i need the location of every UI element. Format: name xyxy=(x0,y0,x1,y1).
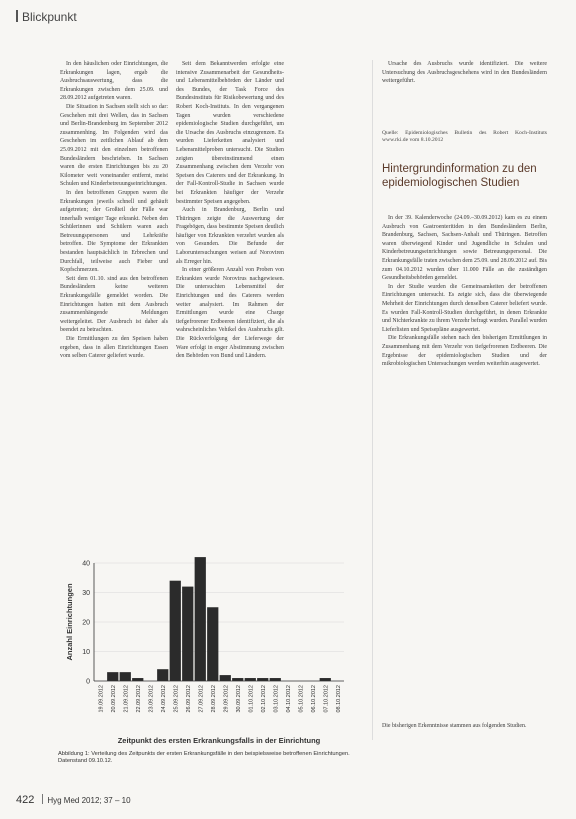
paragraph: Auch in Brandenburg, Berlin und Thüringen zeigte die Auswertung der Fragebögen, dass bestimmte Speisen deutlich häufiger von Erkrankten verzehrt wurden als von Gesunden. Die Befunde der Laboruntersuchungen weisen auf Noroviren als Erreger hin. xyxy=(176,207,284,265)
figure-caption: Abbildung 1: Verteilung des Zeitpunkts der ersten Erkrankungsfälle in den beispielsweise betroffenen Einrichtungen. Datenstand 09.10.12. xyxy=(58,751,350,765)
bar xyxy=(107,672,118,681)
x-tick-label: 02.10.2012 xyxy=(260,685,267,713)
x-tick-label: 22.09.2012 xyxy=(135,685,142,713)
bar xyxy=(195,557,206,681)
bar-chart xyxy=(56,557,356,749)
sidebar-body xyxy=(382,214,547,714)
bar xyxy=(132,678,143,681)
sidebar-paragraph: Die Erkrankungsfälle stehen nach den bisherigen Ermittlungen in Zusammenhang mit dem Verzehr von tiefgefrorenen Erdbeeren. Die Ergebnisse der epidemiologischen Studien und der mikrobiologischen Untersuchungen werden weiterhin ausgewertet. xyxy=(382,335,547,368)
y-axis-label: Anzahl Einrichtungen xyxy=(65,583,74,661)
x-axis-label: Zeitpunkt des ersten Erkrankungsfalls in der Einrichtung xyxy=(117,736,321,745)
paragraph: Seit dem Bekanntwerden erfolgte eine intensive Zusammenarbeit der Gesundheits- und Lebensmittelbehörden der Länder und des Bundes, der Task Force des Bundesinstituts für Risikobewertung und des Robert Koch-Instituts. In den vergangenen Tagen wurden verschiedene epidemiologische Studien durchgeführt, um die Ursache des Ausbruchs einzugrenzen. Es wurden Lieferketten analysiert und Lebensmittelproben untersucht. Die Studien zeigten übereinstimmend einen Zusammenhang zwischen dem Verzehr von Speisen des Caterers und der Erkrankung. In der Fall-Kontroll-Studie in Sachsen wurde bei Erkrankten häufiger der Verzehr bestimmter Speisen angegeben. xyxy=(176,61,284,205)
x-tick-label: 30.09.2012 xyxy=(235,685,242,713)
text-column-3 xyxy=(382,60,547,145)
sidebar-title: Hintergrundinformation zu den epidemiologischen Studien xyxy=(382,163,537,189)
paragraph: In einer größeren Anzahl von Proben von Erkrankten wurde Norovirus nachgewiesen. Die untersuchten Lebensmittel der Einrichtungen und des Caterers werden weiter analysiert. Im Rahmen der Ermittlungen wurde eine Charge tiefgefrorener Erdbeeren identifiziert, die als wahrscheinliches Vehikel des Ausbruchs gilt. Die Rückverfolgung der Lieferwege der Ware erfolgt in enger Abstimmung zwischen den Behörden von Bund und Ländern. xyxy=(176,267,284,360)
paragraph: In den betroffenen Gruppen waren die Erkrankungen jeweils schnell und gehäuft aufgetreten; der Großteil der Fälle war innerhalb weniger Tage erkrankt. Neben den Schülerinnen und Schülern waren auch Betreuungspersonen und Lehrkräfte betroffen. Die Symptome der Erkrankten bestanden hauptsächlich in Erbrechen und Durchfall, teilweise auch Fieber und Kopfschmerzen. xyxy=(60,189,168,274)
text-column-2 xyxy=(176,60,284,516)
y-tick-label: 0 xyxy=(86,678,90,686)
footer-separator xyxy=(42,794,43,804)
y-tick-label: 30 xyxy=(82,590,90,597)
chart-bars xyxy=(107,557,331,681)
bar xyxy=(182,587,193,681)
section-label xyxy=(16,10,77,24)
x-tick-label: 07.10.2012 xyxy=(323,685,330,713)
x-tick-label: 08.10.2012 xyxy=(335,685,342,713)
paragraph: Die Situation in Sachsen stellt sich so dar: Geschehen mit drei Wellen, das in Sachsen und Berlin-Brandenburg im September 2012 zusammenhing. Im Folgenden wird das Geschehen im zeitlichen Ablauf ab dem 25.09.2012 mit den einzelnen betroffenen Bundesländern beschrieben. In Sachsen waren die ersten Einrichtungen bis zu 20 Kilometer weit voneinander entfernt, meist Schulen und Kinderbetreuungseinrichtungen. xyxy=(60,103,168,188)
chart-x-ticks xyxy=(98,685,342,713)
bar xyxy=(320,678,331,681)
x-tick-label: 23.09.2012 xyxy=(148,685,155,713)
x-tick-label: 29.09.2012 xyxy=(223,685,230,713)
paragraph: Die Ermittlungen zu den Speisen haben ergeben, dass in allen Einrichtungen Essen vom selben Caterer geliefert wurde. xyxy=(60,336,168,360)
text-column-1 xyxy=(60,60,168,516)
bar xyxy=(232,678,243,681)
x-tick-label: 19.09.2012 xyxy=(98,685,105,713)
x-tick-label: 05.10.2012 xyxy=(298,685,305,713)
bar xyxy=(170,581,181,681)
x-tick-label: 27.09.2012 xyxy=(198,685,205,713)
source-credit: Quelle: Epidemiologisches Bulletin des Robert Koch-Instituts www.rki.de vom 8.10.2012 xyxy=(382,129,547,144)
x-tick-label: 20.09.2012 xyxy=(110,685,117,713)
x-tick-label: 25.09.2012 xyxy=(173,685,180,713)
chart-y-ticks xyxy=(82,561,90,686)
column-divider xyxy=(372,60,373,740)
x-tick-label: 01.10.2012 xyxy=(248,685,255,713)
chart-grid xyxy=(94,563,344,681)
y-tick-label: 20 xyxy=(82,619,90,627)
bar xyxy=(120,672,131,681)
paragraph: In den häuslichen oder Einrichtungen, die Erkrankungen lagen, ergab die Ausbruchsauswertung, dass die Erkrankungen zwischen dem 25.09. und 28.09.2012 aufgetreten waren. xyxy=(60,61,168,102)
page-footer xyxy=(16,794,131,806)
x-tick-label: 04.10.2012 xyxy=(285,685,292,713)
paragraph: Ursache des Ausbruchs wurde identifiziert. Die weitere Untersuchung des Ausbruchsgeschehens wird in den Bundesländern weitergeführt. xyxy=(382,61,547,85)
journal-citation: Hyg Med 2012; 37 – 10 xyxy=(47,796,131,805)
bar xyxy=(157,669,168,681)
bar xyxy=(257,678,268,681)
x-tick-label: 24.09.2012 xyxy=(160,685,167,713)
bar xyxy=(245,678,256,681)
x-tick-label: 21.09.2012 xyxy=(123,685,130,713)
sidebar-paragraph: In der 39. Kalenderwoche (24.09.–30.09.2012) kam es zu einem Ausbruch von Gastroenteritiden in den Bundesländern Berlin, Brandenburg, Sachsen, Sachsen-Anhalt und Thüringen. Betroffen waren überwiegend Kinder und Jugendliche in Schulen und Kinderbetreuungseinrichtungen sowie Betreuungspersonal. Die Erkrankungsfälle traten zwischen dem 25.09. und 28.09.2012 auf. Bis zum 04.10.2012 wurden über 11.000 Fälle an die zuständigen Gesundheitsbehörden gemeldet. xyxy=(382,215,547,282)
y-tick-label: 40 xyxy=(82,560,90,568)
x-tick-label: 28.09.2012 xyxy=(210,685,217,713)
y-tick-label: 10 xyxy=(82,649,90,656)
section-bar xyxy=(16,10,18,22)
x-tick-label: 03.10.2012 xyxy=(273,685,280,713)
bar xyxy=(220,675,231,681)
x-tick-label: 26.09.2012 xyxy=(185,685,192,713)
sidebar-paragraph: In der Studie wurden die Gemeinsamkeiten der betroffenen Einrichtungen untersucht. Es zeigte sich, dass die überwiegende Mehrheit der Einrichtungen durch denselben Caterer beliefert wurde. Es wurden Fall-Kontroll-Studien durchgeführt, in denen Erkrankte und Nichterkrankte zu ihrem Verzehr befragt wurden. Parallel wurden Lieferlisten und Speisepläne ausgewertet. xyxy=(382,283,547,333)
bar xyxy=(207,607,218,681)
paragraph: Seit dem 01.10. sind aus den betroffenen Bundesländern keine weiteren Erkrankungsfälle gemeldet worden. Die Einrichtungen hatten mit dem Ausbruch zusammenhängende Meldungen weitergeleitet. Der Ausbruch ist daher als beendet zu betrachten. xyxy=(60,275,168,334)
section-title: Blickpunkt xyxy=(22,10,77,24)
sidebar-footer: Die bisherigen Erkenntnisse stammen aus folgenden Studien. xyxy=(382,723,527,729)
x-tick-label: 06.10.2012 xyxy=(310,685,317,713)
bar xyxy=(270,678,281,681)
page-number: 422 xyxy=(16,794,35,806)
